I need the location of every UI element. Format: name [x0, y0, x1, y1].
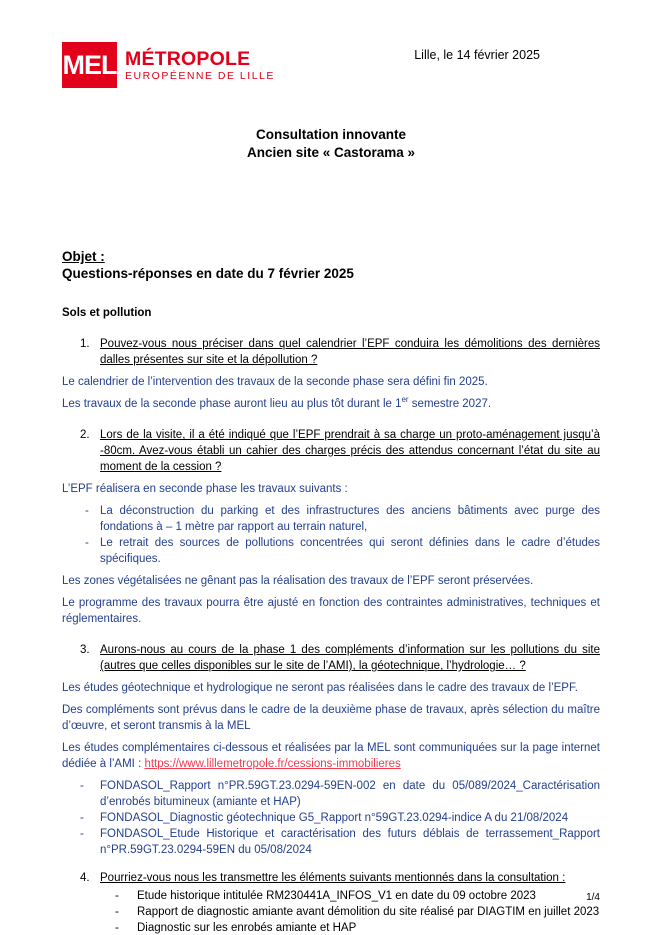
logo-name-line2: EUROPÉENNE DE LILLE	[125, 70, 275, 82]
logo-name-line1: MÉTROPOLE	[125, 48, 251, 70]
dash-bullet: -	[115, 922, 119, 934]
dash-bullet: -	[85, 537, 89, 549]
answer-2-bullet-2: Le retrait des sources de pollutions concentrées qui seront définies dans le cadre d’études spécifiques.	[100, 537, 600, 565]
objet-subtitle: Questions-réponses en date du 7 février 2025	[62, 266, 354, 281]
question-1	[80, 336, 600, 368]
answer-2-2: Les zones végétalisées ne gênant pas la réalisation des travaux de l’EPF seront préservées.	[62, 575, 534, 587]
answer-2-bullet-list	[85, 503, 600, 567]
page-header	[62, 42, 600, 88]
answer-2-bullet-1: La déconstruction du parking et des infrastructures des anciens bâtiments avec purge des fondations à – 1 mètre par rapport au terrain naturel,	[100, 505, 600, 533]
document-title-line2: Ancien site « Castorama »	[246, 145, 416, 160]
question-2	[80, 427, 600, 475]
answer-1-2-superscript: er	[401, 395, 409, 405]
question-1-number: 1.	[80, 338, 90, 350]
question-2-number: 2.	[80, 429, 90, 441]
answer-1-2-pre: Les travaux de la seconde phase auront lieu au plus tôt durant le 1	[62, 398, 402, 410]
question-3	[80, 642, 600, 674]
list-item	[85, 503, 600, 535]
study-document-2: FONDASOL_Diagnostic géotechnique G5_Rapport n°59GT.23.0294-indice A du 21/08/2024	[100, 812, 569, 824]
requested-item-1: Etude historique intitulée RM230441A_INFOS_V1 en date du 09 octobre 2023	[137, 890, 536, 902]
dash-bullet: -	[115, 906, 119, 918]
cessions-immobilieres-link[interactable]: https://www.lillemetropole.fr/cessions-immobilieres	[144, 758, 401, 770]
dash-bullet: -	[80, 812, 84, 824]
question-4-block	[62, 870, 600, 935]
requested-item-3: Diagnostic sur les enrobés amiante et HAP	[137, 922, 357, 934]
list-item	[80, 810, 600, 826]
list-item	[115, 888, 600, 904]
dash-bullet: -	[80, 780, 84, 792]
objet-label: Objet :	[62, 249, 105, 264]
answer-3-3	[62, 740, 600, 772]
list-item	[80, 778, 600, 810]
mel-logo-wordmark	[125, 42, 275, 82]
question-1-text: Pouvez-vous nous préciser dans quel calendrier l’EPF conduira les démolitions des dernières dalles présentes sur site et la dépollution ?	[100, 338, 600, 366]
study-document-1: FONDASOL_Rapport n°PR.59GT.23.0294-59EN-002 en date du 05/089/2024_Caractérisation d’enrobés bitumineux (amiante et HAP)	[100, 780, 600, 808]
dash-bullet: -	[85, 505, 89, 517]
answer-3-3-text: Les études complémentaires ci-dessous et réalisées par la MEL sont communiquées sur la page internet dédiée à l’AMI :	[62, 742, 600, 770]
dash-bullet: -	[80, 828, 84, 840]
page-number: 1/4	[586, 892, 600, 903]
answer-1-2	[62, 396, 600, 412]
date-line: Lille, le 14 février 2025	[414, 48, 540, 62]
study-document-3: FONDASOL_Etude Historique et caractérisation des futurs déblais de terrassement_Rapport n°PR.59GT.23.0294-59EN du 05/08/2024	[100, 828, 600, 856]
answer-1-2-post: semestre 2027.	[408, 398, 492, 410]
requested-item-2: Rapport de diagnostic amiante avant démolition du site réalisé par DIAGTIM en juillet 2023	[137, 906, 600, 918]
answer-3-2: Des compléments sont prévus dans le cadre de la deuxième phase de travaux, après sélection du maître d’œuvre, et seront transmis à la MEL	[62, 704, 600, 732]
answer-2-intro: L’EPF réalisera en seconde phase les travaux suivants :	[62, 483, 348, 495]
question-4-text: Pourriez-vous nous les transmettre les éléments suivants mentionnés dans la consultation :	[100, 872, 566, 884]
mel-logo-acronym: MEL	[62, 50, 117, 80]
question-2-text: Lors de la visite, il a été indiqué que l’EPF prendrait à sa charge un proto-aménagement jusqu’à -80cm. Avez-vous établi un cahier des charges précis des attendus concernant l’état du site au moment de la cession ?	[100, 429, 600, 473]
study-document-list	[80, 778, 600, 858]
mel-logo	[62, 42, 275, 88]
list-item	[80, 826, 600, 858]
mel-logo-icon	[62, 42, 117, 88]
question-4	[80, 870, 600, 886]
document-title	[62, 126, 600, 162]
question-4-item-list	[115, 888, 600, 935]
section-heading: Sols et pollution	[62, 307, 152, 319]
answer-3-1: Les études géotechnique et hydrologique ne seront pas réalisées dans le cadre des travaux de l’EPF.	[62, 682, 578, 694]
question-4-number: 4.	[80, 872, 90, 884]
list-item	[115, 904, 600, 920]
objet-block	[62, 248, 600, 282]
question-3-text: Aurons-nous au cours de la phase 1 des compléments d’information sur les pollutions du site (autres que celles disponibles sur le site de l’AMI), la géotechnique, l’hydrologie… ?	[100, 644, 600, 672]
list-item	[115, 920, 600, 935]
document-title-line1: Consultation innovante	[256, 127, 406, 142]
answer-2-3: Le programme des travaux pourra être ajusté en fonction des contraintes administratives, techniques et réglementaires.	[62, 597, 600, 625]
list-item	[85, 535, 600, 567]
answer-1-1: Le calendrier de l’intervention des travaux de la seconde phase sera défini fin 2025.	[62, 376, 488, 388]
dash-bullet: -	[115, 890, 119, 902]
question-3-number: 3.	[80, 644, 90, 656]
